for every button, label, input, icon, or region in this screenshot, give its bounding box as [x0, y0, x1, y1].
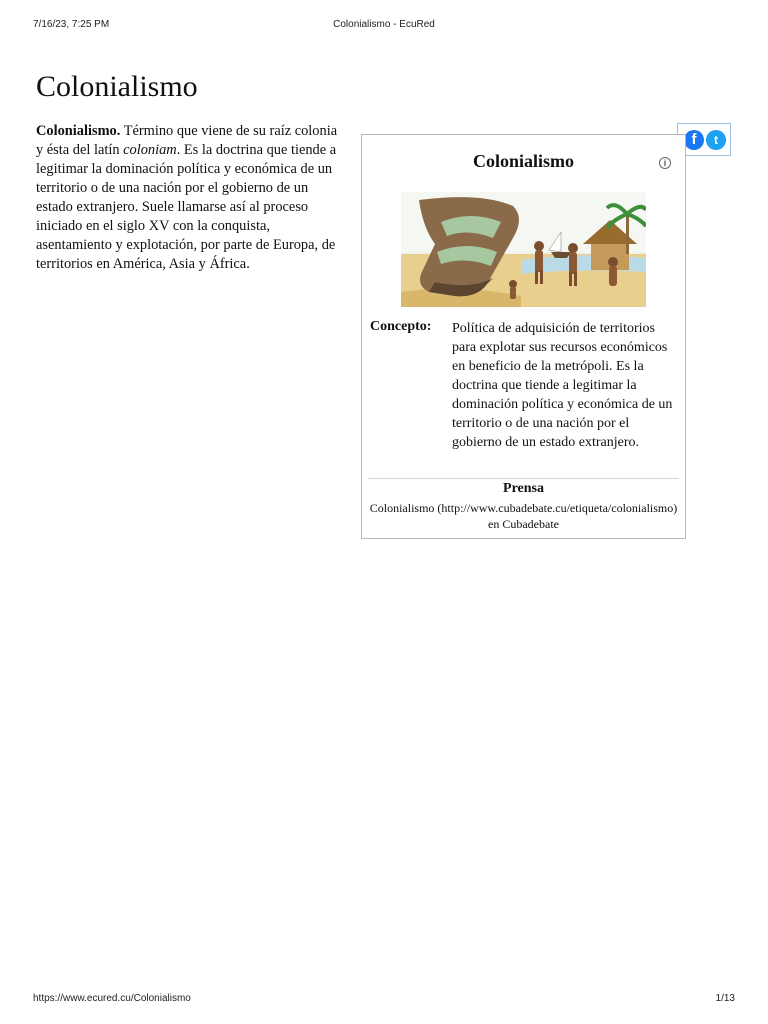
- infobox-image: [401, 192, 646, 307]
- intro-italic-term: coloniam: [123, 142, 177, 158]
- intro-paragraph: [36, 122, 338, 274]
- infobox-title: Colonialismo: [472, 151, 574, 171]
- infobox-concept-value: Política de adquisición de territorios para explotar sus recursos económicos en beneficio de la metrópoli. Es la doctrina que tiende a legitimar la dominación política y económica de un territorio o de una nación por el gobierno de un estado extranjero.: [452, 321, 673, 450]
- print-footer: [0, 993, 768, 1007]
- print-header: [0, 19, 768, 33]
- print-datetime: 7/16/23, 7:25 PM: [33, 19, 110, 30]
- infobox-section-prensa: Prensa: [503, 481, 544, 496]
- infobox-divider: [368, 478, 679, 479]
- info-icon[interactable]: i: [659, 157, 671, 169]
- page-title: Colonialismo: [36, 70, 198, 103]
- twitter-icon[interactable]: t: [706, 130, 726, 150]
- intro-text-2: . Es la doctrina que tiende a legitimar la dominación política y económica de un territorio o de una nación por el gobierno de un estado extranjero. Suele llamarse así al proceso iniciado en el siglo XV con la conquista, asentamiento y explotación, por parte de Europa, de territorios en América, Asia y África.: [36, 142, 337, 272]
- print-page-number: 1/13: [715, 993, 735, 1004]
- print-url: https://www.ecured.cu/Colonialismo: [33, 993, 191, 1004]
- infobox-concept-label: Concepto:: [370, 319, 432, 334]
- facebook-icon[interactable]: f: [684, 130, 704, 150]
- print-page-title: Colonialismo - EcuRed: [333, 19, 435, 30]
- intro-text-1: Término que viene de su raíz colonia y ésta del latín: [36, 123, 338, 158]
- press-link[interactable]: Colonialismo (http://www.cubadebate.cu/etiqueta/colonialismo) en Cubadebate: [369, 501, 678, 531]
- infobox: [361, 134, 686, 539]
- intro-bold-term: Colonialismo.: [36, 123, 121, 139]
